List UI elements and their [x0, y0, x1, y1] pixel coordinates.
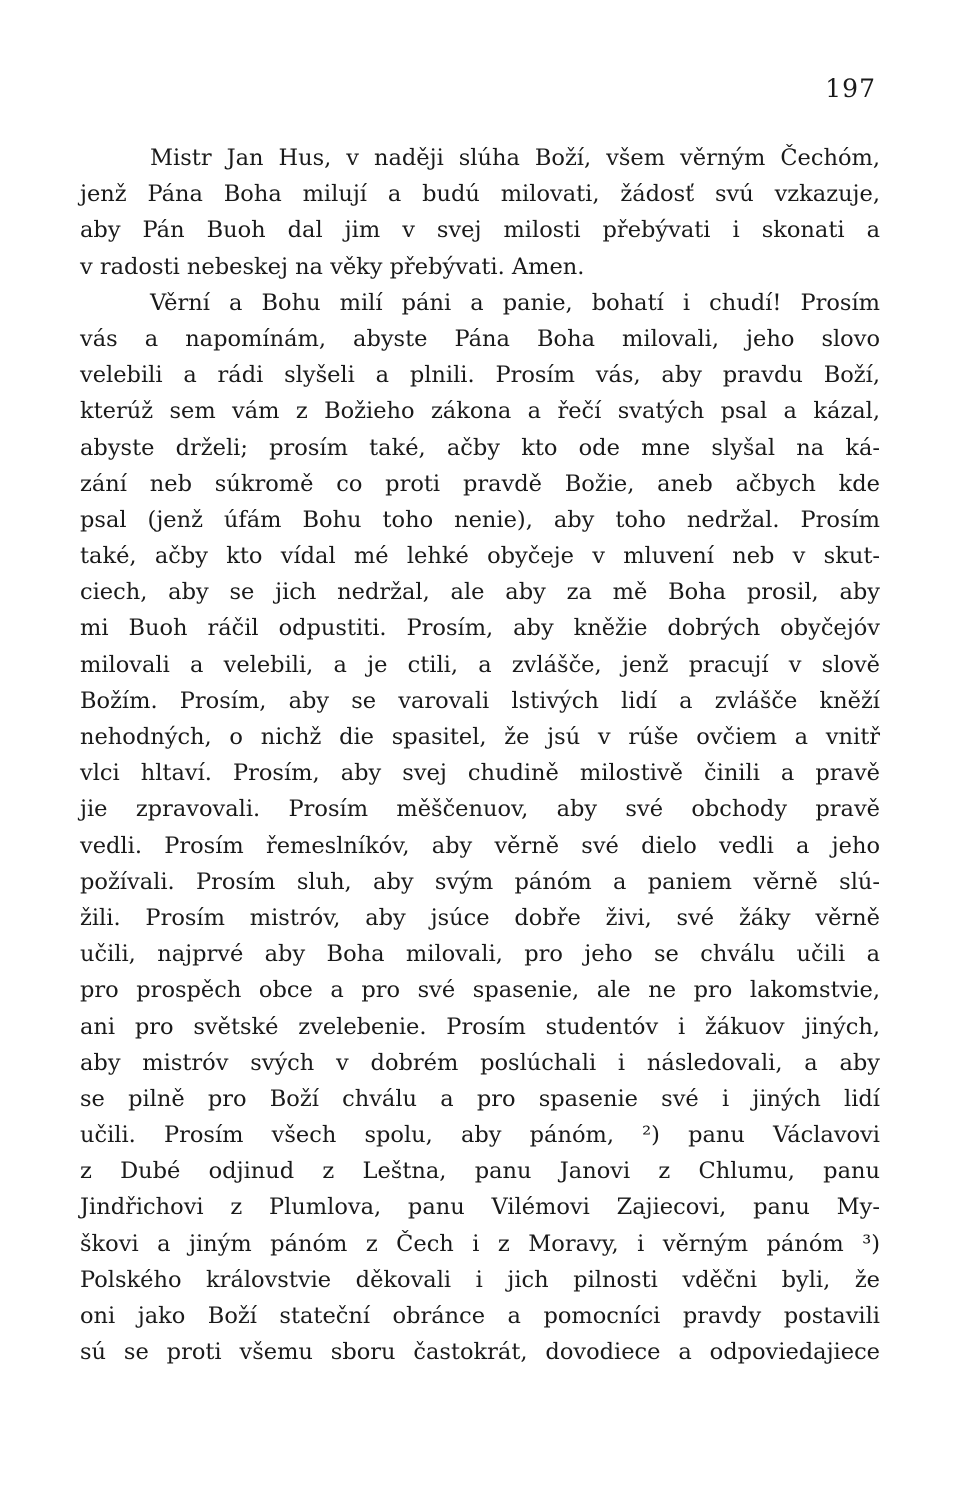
- text-line: také, ačby kto vídal mé lehké obyčeje v mluvení neb v skut-: [80, 543, 880, 570]
- page-number: 197: [825, 74, 876, 103]
- text-line: Jindřichovi z Plumlova, panu Vilémovi Zajiecovi, panu My-: [80, 1194, 880, 1221]
- text-line: Mistr Jan Hus, v naději slúha Boží, všem věrným Čechóm,: [150, 145, 880, 171]
- text-line: kterúž sem vám z Božieho zákona a řečí svatých psal a kázal,: [80, 398, 880, 425]
- text-line: mi Buoh ráčil odpustiti. Prosím, aby kněžie dobrých obyčejóv: [80, 615, 880, 642]
- text-line: Polského královstvie děkovali i jich pilnosti vděčni byli, že: [80, 1266, 880, 1293]
- text-line: sú se proti všemu sboru častokrát, dovodiece a odpoviedajiece: [80, 1339, 880, 1366]
- text-line: Věrní a Bohu milí páni a panie, bohatí i chudí! Prosím: [150, 289, 880, 316]
- text-line: velebili a rádi slyšeli a plnili. Prosím vás, aby pravdu Boží,: [80, 362, 880, 389]
- text-line: aby Pán Buoh dal jim v svej milosti přebývati i skonati a: [80, 217, 880, 244]
- text-line: ani pro světské zvelebenie. Prosím studentóv i žákuov jiných,: [80, 1013, 880, 1040]
- text-line: jie zpravovali. Prosím měščenuov, aby své obchody pravě: [80, 796, 880, 823]
- text-line: vás a napomínám, abyste Pána Boha milovali, jeho slovo: [80, 325, 880, 352]
- text-line: zání neb súkromě co proti pravdě Božie, aneb ačbych kde: [80, 470, 880, 497]
- text-line: vlci hltaví. Prosím, aby svej chudině milostivě činili a pravě: [80, 760, 880, 787]
- text-line: oni jako Boží stateční obránce a pomocníci pravdy postavili: [80, 1303, 880, 1329]
- text-line: ciech, aby se jich nedržal, ale aby za mě Boha prosil, aby: [80, 579, 880, 606]
- text-line: Božím. Prosím, aby se varovali lstivých lidí a zvlášče kněží: [80, 687, 880, 714]
- text-body: [80, 140, 880, 1370]
- text-line: požívali. Prosím sluh, aby svým pánóm a paniem věrně slú-: [80, 868, 880, 895]
- text-line: pro prospěch obce a pro své spasenie, ale ne pro lakomstvie,: [80, 977, 880, 1004]
- text-line: milovali a velebili, a je ctili, a zvlášče, jenž pracují v slově: [80, 651, 880, 678]
- text-line: vedli. Prosím řemeslníkóv, aby věrně své dielo vedli a jeho: [80, 832, 880, 859]
- text-line: v radosti nebeskej na věky přebývati. Amen.: [80, 253, 585, 280]
- text-line: jenž Pána Boha milují a budú milovati, žádosť svú vzkazuje,: [80, 181, 880, 208]
- text-line: z Dubé odjinud z Leštna, panu Janovi z Chlumu, panu: [80, 1158, 880, 1185]
- text-line: učili. Prosím všech spolu, aby pánóm, ²) panu Václavovi: [80, 1122, 880, 1149]
- text-line: abyste drželi; prosím také, ačby kto ode mne slyšal na ká-: [80, 434, 880, 461]
- text-line: se pilně pro Boží chválu a pro spasenie své i jiných lidí: [80, 1085, 880, 1112]
- text-line: žili. Prosím mistróv, aby jsúce dobře živi, své žáky věrně: [80, 904, 880, 931]
- text-line: učili, najprvé aby Boha milovali, pro jeho se chválu učili a: [80, 941, 880, 968]
- text-line: škovi a jiným pánóm z Čech i z Moravy, i věrným pánóm ³): [80, 1230, 880, 1257]
- text-line: nehodných, o nichž die spasitel, že jsú v rúše ovčiem a vnitř: [80, 724, 880, 750]
- text-line: psal (jenž úfám Bohu toho nenie), aby toho nedržal. Prosím: [80, 506, 880, 533]
- text-line: aby mistróv svých v dobrém poslúchali i následovali, a aby: [80, 1049, 880, 1076]
